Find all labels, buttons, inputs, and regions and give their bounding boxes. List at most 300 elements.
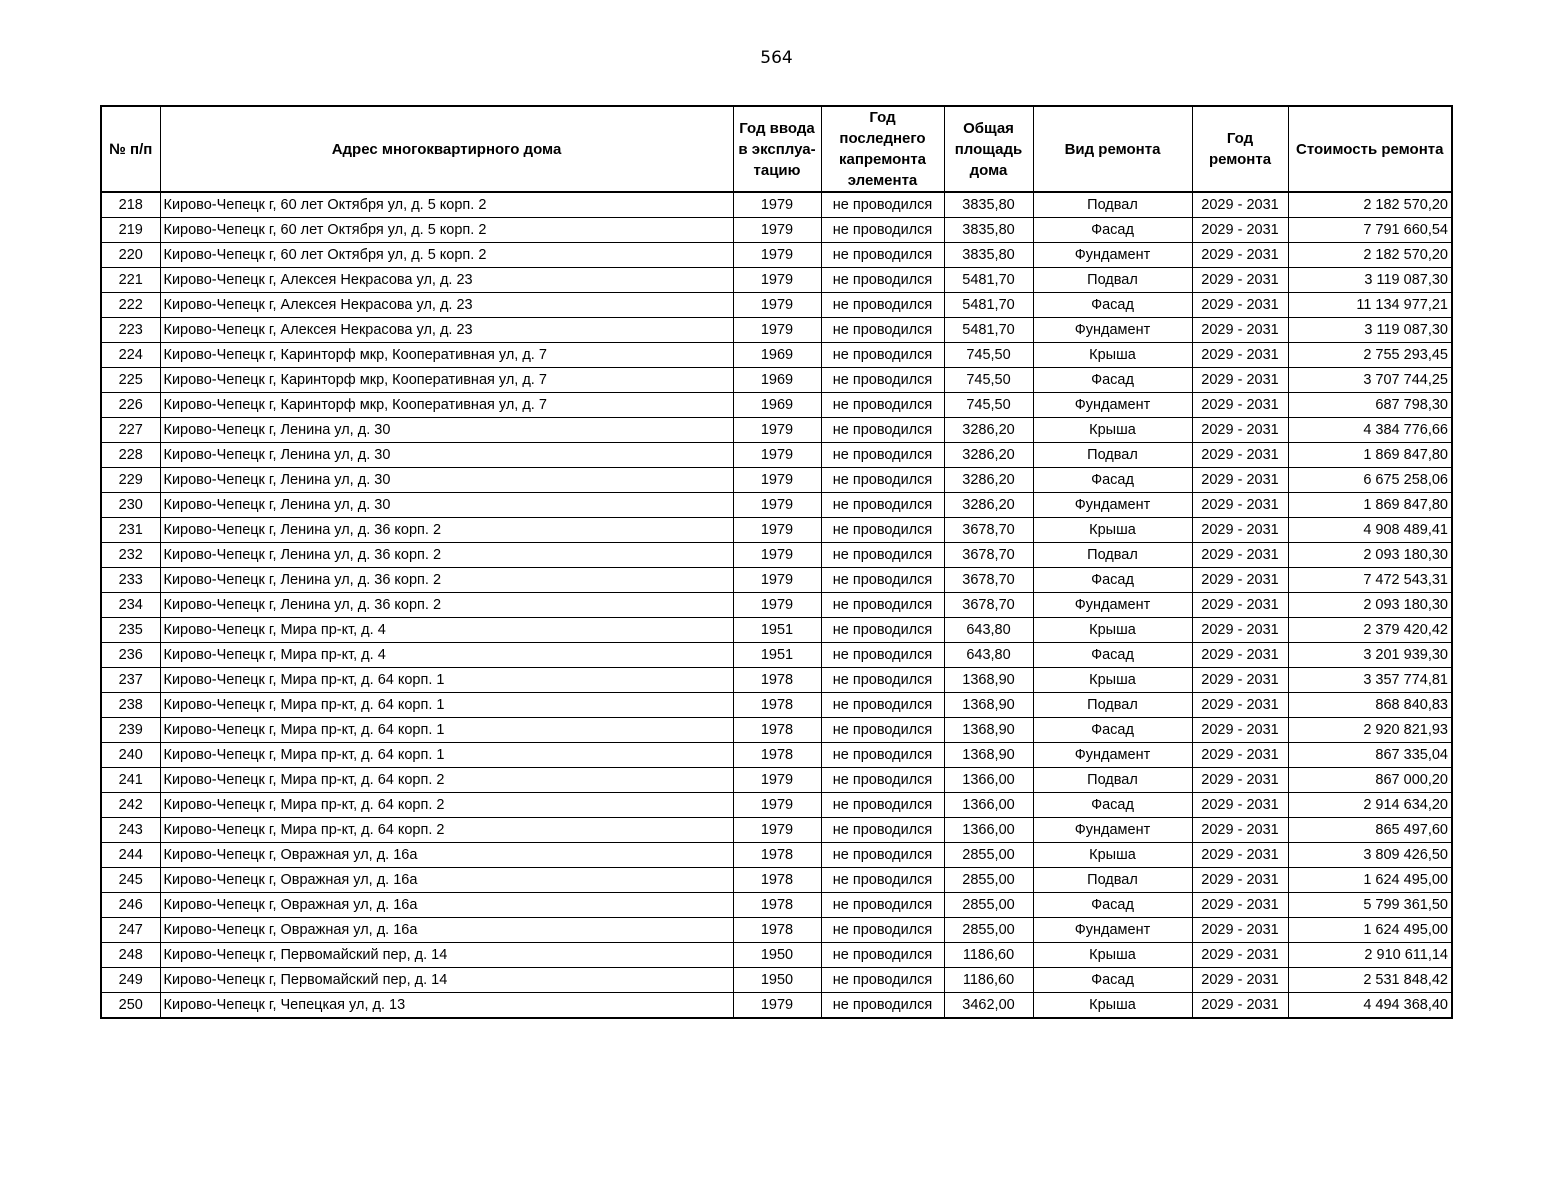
cell-repair-type: Фасад xyxy=(1033,968,1192,993)
cell-address: Кирово-Чепецк г, Ленина ул, д. 30 xyxy=(160,493,733,518)
cell-area: 2855,00 xyxy=(944,868,1033,893)
cell-year-built: 1978 xyxy=(733,893,821,918)
table-row xyxy=(101,318,1452,343)
page-number: 564 xyxy=(760,48,793,68)
cell-repair-type: Фундамент xyxy=(1033,243,1192,268)
cell-repair-period: 2029 - 2031 xyxy=(1192,943,1288,968)
cell-repair-period: 2029 - 2031 xyxy=(1192,993,1288,1019)
cell-address: Кирово-Чепецк г, Мира пр-кт, д. 64 корп. 2 xyxy=(160,768,733,793)
cell-address: Кирово-Чепецк г, Мира пр-кт, д. 4 xyxy=(160,643,733,668)
cell-area: 3678,70 xyxy=(944,593,1033,618)
cell-area: 3286,20 xyxy=(944,468,1033,493)
cell-year-built: 1969 xyxy=(733,393,821,418)
cell-repair-period: 2029 - 2031 xyxy=(1192,543,1288,568)
cell-last-repair: не проводился xyxy=(821,468,944,493)
cell-area: 3835,80 xyxy=(944,218,1033,243)
cell-area: 1368,90 xyxy=(944,743,1033,768)
cell-address: Кирово-Чепецк г, Ленина ул, д. 36 корп. 2 xyxy=(160,568,733,593)
cell-repair-type: Крыша xyxy=(1033,668,1192,693)
header-row xyxy=(101,106,1452,192)
cell-num: 218 xyxy=(101,192,160,218)
cell-repair-period: 2029 - 2031 xyxy=(1192,768,1288,793)
cell-cost: 2 910 611,14 xyxy=(1288,943,1452,968)
table-row xyxy=(101,418,1452,443)
cell-cost: 1 624 495,00 xyxy=(1288,918,1452,943)
cell-repair-type: Фасад xyxy=(1033,368,1192,393)
cell-address: Кирово-Чепецк г, Каринторф мкр, Кооперативная ул, д. 7 xyxy=(160,343,733,368)
table-row xyxy=(101,618,1452,643)
cell-last-repair: не проводился xyxy=(821,418,944,443)
cell-address: Кирово-Чепецк г, Алексея Некрасова ул, д. 23 xyxy=(160,268,733,293)
cell-num: 249 xyxy=(101,968,160,993)
cell-num: 248 xyxy=(101,943,160,968)
cell-year-built: 1969 xyxy=(733,343,821,368)
cell-repair-period: 2029 - 2031 xyxy=(1192,493,1288,518)
cell-cost: 2 182 570,20 xyxy=(1288,243,1452,268)
cell-year-built: 1979 xyxy=(733,593,821,618)
cell-year-built: 1979 xyxy=(733,568,821,593)
cell-cost: 3 119 087,30 xyxy=(1288,268,1452,293)
cell-area: 3835,80 xyxy=(944,243,1033,268)
cell-repair-type: Подвал xyxy=(1033,693,1192,718)
cell-last-repair: не проводился xyxy=(821,643,944,668)
cell-address: Кирово-Чепецк г, Мира пр-кт, д. 64 корп. 2 xyxy=(160,793,733,818)
cell-last-repair: не проводился xyxy=(821,192,944,218)
cell-area: 745,50 xyxy=(944,393,1033,418)
cell-cost: 1 869 847,80 xyxy=(1288,493,1452,518)
cell-address: Кирово-Чепецк г, 60 лет Октября ул, д. 5 корп. 2 xyxy=(160,192,733,218)
cell-address: Кирово-Чепецк г, Первомайский пер, д. 14 xyxy=(160,943,733,968)
cell-area: 1368,90 xyxy=(944,693,1033,718)
cell-repair-type: Фасад xyxy=(1033,793,1192,818)
cell-repair-period: 2029 - 2031 xyxy=(1192,218,1288,243)
table-row xyxy=(101,393,1452,418)
cell-repair-period: 2029 - 2031 xyxy=(1192,643,1288,668)
cell-cost: 2 093 180,30 xyxy=(1288,593,1452,618)
cell-last-repair: не проводился xyxy=(821,568,944,593)
cell-repair-period: 2029 - 2031 xyxy=(1192,393,1288,418)
cell-area: 2855,00 xyxy=(944,918,1033,943)
cell-area: 1186,60 xyxy=(944,968,1033,993)
cell-repair-period: 2029 - 2031 xyxy=(1192,192,1288,218)
cell-area: 3678,70 xyxy=(944,568,1033,593)
cell-cost: 3 809 426,50 xyxy=(1288,843,1452,868)
table-row xyxy=(101,568,1452,593)
cell-num: 220 xyxy=(101,243,160,268)
cell-area: 1366,00 xyxy=(944,793,1033,818)
cell-repair-type: Подвал xyxy=(1033,768,1192,793)
cell-area: 643,80 xyxy=(944,618,1033,643)
table-header xyxy=(101,106,1452,192)
cell-cost: 2 531 848,42 xyxy=(1288,968,1452,993)
cell-year-built: 1979 xyxy=(733,293,821,318)
cell-address: Кирово-Чепецк г, Мира пр-кт, д. 64 корп. 1 xyxy=(160,668,733,693)
cell-repair-period: 2029 - 2031 xyxy=(1192,693,1288,718)
cell-area: 3286,20 xyxy=(944,493,1033,518)
cell-num: 230 xyxy=(101,493,160,518)
cell-year-built: 1979 xyxy=(733,493,821,518)
cell-address: Кирово-Чепецк г, Ленина ул, д. 36 корп. 2 xyxy=(160,518,733,543)
cell-last-repair: не проводился xyxy=(821,443,944,468)
cell-repair-period: 2029 - 2031 xyxy=(1192,918,1288,943)
cell-year-built: 1978 xyxy=(733,918,821,943)
cell-num: 244 xyxy=(101,843,160,868)
cell-repair-type: Крыша xyxy=(1033,418,1192,443)
cell-area: 3678,70 xyxy=(944,543,1033,568)
table-row xyxy=(101,918,1452,943)
cell-repair-type: Подвал xyxy=(1033,443,1192,468)
cell-area: 5481,70 xyxy=(944,293,1033,318)
cell-cost: 3 707 744,25 xyxy=(1288,368,1452,393)
cell-area: 1368,90 xyxy=(944,718,1033,743)
cell-num: 227 xyxy=(101,418,160,443)
header-cost: Стоимость ремонта xyxy=(1288,106,1452,192)
cell-year-built: 1978 xyxy=(733,718,821,743)
cell-last-repair: не проводился xyxy=(821,493,944,518)
cell-repair-type: Крыша xyxy=(1033,993,1192,1019)
cell-last-repair: не проводился xyxy=(821,993,944,1019)
cell-repair-period: 2029 - 2031 xyxy=(1192,618,1288,643)
cell-repair-type: Фасад xyxy=(1033,718,1192,743)
cell-year-built: 1969 xyxy=(733,368,821,393)
table-body xyxy=(101,192,1452,1018)
cell-repair-period: 2029 - 2031 xyxy=(1192,468,1288,493)
table-row xyxy=(101,668,1452,693)
table-row xyxy=(101,968,1452,993)
table-row xyxy=(101,768,1452,793)
cell-cost: 865 497,60 xyxy=(1288,818,1452,843)
cell-num: 246 xyxy=(101,893,160,918)
header-repair-period: Год ремонта xyxy=(1192,106,1288,192)
cell-area: 5481,70 xyxy=(944,268,1033,293)
cell-year-built: 1979 xyxy=(733,268,821,293)
cell-last-repair: не проводился xyxy=(821,293,944,318)
cell-address: Кирово-Чепецк г, Овражная ул, д. 16а xyxy=(160,843,733,868)
cell-num: 247 xyxy=(101,918,160,943)
cell-last-repair: не проводился xyxy=(821,893,944,918)
cell-num: 225 xyxy=(101,368,160,393)
table-row xyxy=(101,593,1452,618)
cell-last-repair: не проводился xyxy=(821,243,944,268)
cell-area: 3462,00 xyxy=(944,993,1033,1019)
cell-num: 234 xyxy=(101,593,160,618)
cell-repair-period: 2029 - 2031 xyxy=(1192,843,1288,868)
cell-cost: 687 798,30 xyxy=(1288,393,1452,418)
cell-cost: 5 799 361,50 xyxy=(1288,893,1452,918)
table-row xyxy=(101,268,1452,293)
cell-repair-period: 2029 - 2031 xyxy=(1192,593,1288,618)
cell-year-built: 1978 xyxy=(733,743,821,768)
cell-address: Кирово-Чепецк г, Мира пр-кт, д. 64 корп. 2 xyxy=(160,818,733,843)
cell-address: Кирово-Чепецк г, Ленина ул, д. 30 xyxy=(160,468,733,493)
cell-repair-period: 2029 - 2031 xyxy=(1192,343,1288,368)
cell-address: Кирово-Чепецк г, Ленина ул, д. 36 корп. 2 xyxy=(160,543,733,568)
cell-address: Кирово-Чепецк г, 60 лет Октября ул, д. 5 корп. 2 xyxy=(160,218,733,243)
cell-cost: 2 914 634,20 xyxy=(1288,793,1452,818)
cell-num: 219 xyxy=(101,218,160,243)
cell-num: 222 xyxy=(101,293,160,318)
cell-area: 3835,80 xyxy=(944,192,1033,218)
cell-repair-type: Фундамент xyxy=(1033,493,1192,518)
cell-num: 226 xyxy=(101,393,160,418)
cell-last-repair: не проводился xyxy=(821,768,944,793)
cell-cost: 867 000,20 xyxy=(1288,768,1452,793)
cell-num: 237 xyxy=(101,668,160,693)
cell-cost: 7 472 543,31 xyxy=(1288,568,1452,593)
cell-repair-type: Фундамент xyxy=(1033,818,1192,843)
cell-last-repair: не проводился xyxy=(821,918,944,943)
cell-num: 241 xyxy=(101,768,160,793)
cell-last-repair: не проводился xyxy=(821,268,944,293)
cell-area: 745,50 xyxy=(944,343,1033,368)
cell-cost: 4 494 368,40 xyxy=(1288,993,1452,1019)
cell-year-built: 1979 xyxy=(733,818,821,843)
cell-repair-type: Подвал xyxy=(1033,543,1192,568)
cell-address: Кирово-Чепецк г, Мира пр-кт, д. 64 корп. 1 xyxy=(160,693,733,718)
cell-last-repair: не проводился xyxy=(821,543,944,568)
cell-cost: 7 791 660,54 xyxy=(1288,218,1452,243)
cell-cost: 3 119 087,30 xyxy=(1288,318,1452,343)
cell-year-built: 1979 xyxy=(733,543,821,568)
cell-last-repair: не проводился xyxy=(821,968,944,993)
cell-repair-type: Фундамент xyxy=(1033,743,1192,768)
header-last-repair: Год последнего капремонта элемента xyxy=(821,106,944,192)
cell-year-built: 1979 xyxy=(733,418,821,443)
cell-repair-type: Фасад xyxy=(1033,568,1192,593)
cell-repair-type: Подвал xyxy=(1033,868,1192,893)
cell-repair-period: 2029 - 2031 xyxy=(1192,293,1288,318)
cell-address: Кирово-Чепецк г, Мира пр-кт, д. 4 xyxy=(160,618,733,643)
cell-repair-type: Фасад xyxy=(1033,468,1192,493)
cell-address: Кирово-Чепецк г, Ленина ул, д. 36 корп. 2 xyxy=(160,593,733,618)
cell-repair-period: 2029 - 2031 xyxy=(1192,443,1288,468)
cell-repair-period: 2029 - 2031 xyxy=(1192,868,1288,893)
cell-last-repair: не проводился xyxy=(821,668,944,693)
cell-repair-period: 2029 - 2031 xyxy=(1192,243,1288,268)
cell-repair-period: 2029 - 2031 xyxy=(1192,968,1288,993)
table-row xyxy=(101,818,1452,843)
cell-num: 221 xyxy=(101,268,160,293)
cell-year-built: 1979 xyxy=(733,443,821,468)
cell-repair-type: Крыша xyxy=(1033,843,1192,868)
cell-year-built: 1979 xyxy=(733,218,821,243)
cell-year-built: 1979 xyxy=(733,243,821,268)
table-row xyxy=(101,368,1452,393)
cell-cost: 1 869 847,80 xyxy=(1288,443,1452,468)
cell-repair-type: Подвал xyxy=(1033,268,1192,293)
cell-cost: 1 624 495,00 xyxy=(1288,868,1452,893)
cell-area: 643,80 xyxy=(944,643,1033,668)
cell-year-built: 1978 xyxy=(733,868,821,893)
cell-cost: 868 840,83 xyxy=(1288,693,1452,718)
cell-area: 745,50 xyxy=(944,368,1033,393)
cell-year-built: 1979 xyxy=(733,768,821,793)
cell-repair-type: Фасад xyxy=(1033,293,1192,318)
cell-area: 3286,20 xyxy=(944,418,1033,443)
cell-address: Кирово-Чепецк г, Овражная ул, д. 16а xyxy=(160,918,733,943)
cell-address: Кирово-Чепецк г, Каринторф мкр, Кооперативная ул, д. 7 xyxy=(160,393,733,418)
cell-area: 3678,70 xyxy=(944,518,1033,543)
cell-cost: 2 755 293,45 xyxy=(1288,343,1452,368)
cell-num: 228 xyxy=(101,443,160,468)
cell-last-repair: не проводился xyxy=(821,793,944,818)
cell-repair-type: Крыша xyxy=(1033,518,1192,543)
cell-num: 238 xyxy=(101,693,160,718)
cell-year-built: 1979 xyxy=(733,192,821,218)
table-row xyxy=(101,893,1452,918)
table-row xyxy=(101,643,1452,668)
table-row xyxy=(101,493,1452,518)
cell-repair-period: 2029 - 2031 xyxy=(1192,818,1288,843)
header-repair-type: Вид ремонта xyxy=(1033,106,1192,192)
table-row xyxy=(101,293,1452,318)
cell-address: Кирово-Чепецк г, Мира пр-кт, д. 64 корп. 1 xyxy=(160,743,733,768)
cell-num: 233 xyxy=(101,568,160,593)
cell-num: 242 xyxy=(101,793,160,818)
cell-year-built: 1950 xyxy=(733,968,821,993)
cell-num: 235 xyxy=(101,618,160,643)
cell-repair-period: 2029 - 2031 xyxy=(1192,368,1288,393)
cell-num: 250 xyxy=(101,993,160,1019)
cell-address: Кирово-Чепецк г, Первомайский пер, д. 14 xyxy=(160,968,733,993)
cell-last-repair: не проводился xyxy=(821,843,944,868)
cell-year-built: 1950 xyxy=(733,943,821,968)
table-row xyxy=(101,793,1452,818)
table-row xyxy=(101,543,1452,568)
table-row xyxy=(101,868,1452,893)
table-row xyxy=(101,993,1452,1019)
cell-year-built: 1979 xyxy=(733,993,821,1019)
cell-address: Кирово-Чепецк г, Ленина ул, д. 30 xyxy=(160,418,733,443)
cell-repair-type: Подвал xyxy=(1033,192,1192,218)
cell-repair-type: Фасад xyxy=(1033,893,1192,918)
cell-num: 239 xyxy=(101,718,160,743)
cell-area: 2855,00 xyxy=(944,893,1033,918)
table-row xyxy=(101,843,1452,868)
table-row xyxy=(101,718,1452,743)
header-year-built: Год ввода в эксплуа-тацию xyxy=(733,106,821,192)
cell-area: 1366,00 xyxy=(944,818,1033,843)
cell-repair-type: Фундамент xyxy=(1033,918,1192,943)
cell-address: Кирово-Чепецк г, Мира пр-кт, д. 64 корп. 1 xyxy=(160,718,733,743)
cell-repair-period: 2029 - 2031 xyxy=(1192,718,1288,743)
cell-repair-type: Крыша xyxy=(1033,943,1192,968)
cell-last-repair: не проводился xyxy=(821,593,944,618)
cell-year-built: 1978 xyxy=(733,668,821,693)
cell-last-repair: не проводился xyxy=(821,343,944,368)
table-row xyxy=(101,743,1452,768)
cell-area: 2855,00 xyxy=(944,843,1033,868)
header-address: Адрес многоквартирного дома xyxy=(160,106,733,192)
cell-last-repair: не проводился xyxy=(821,218,944,243)
header-num: № п/п xyxy=(101,106,160,192)
cell-cost: 4 384 776,66 xyxy=(1288,418,1452,443)
cell-last-repair: не проводился xyxy=(821,318,944,343)
cell-year-built: 1979 xyxy=(733,318,821,343)
table-row xyxy=(101,218,1452,243)
cell-num: 232 xyxy=(101,543,160,568)
cell-num: 236 xyxy=(101,643,160,668)
cell-repair-period: 2029 - 2031 xyxy=(1192,568,1288,593)
cell-last-repair: не проводился xyxy=(821,943,944,968)
cell-cost: 2 379 420,42 xyxy=(1288,618,1452,643)
cell-year-built: 1979 xyxy=(733,468,821,493)
cell-cost: 3 201 939,30 xyxy=(1288,643,1452,668)
repair-schedule-table xyxy=(100,105,1453,1019)
cell-num: 240 xyxy=(101,743,160,768)
cell-cost: 6 675 258,06 xyxy=(1288,468,1452,493)
table-row xyxy=(101,468,1452,493)
cell-repair-period: 2029 - 2031 xyxy=(1192,893,1288,918)
cell-repair-period: 2029 - 2031 xyxy=(1192,518,1288,543)
cell-cost: 867 335,04 xyxy=(1288,743,1452,768)
table-row xyxy=(101,192,1452,218)
cell-year-built: 1979 xyxy=(733,793,821,818)
cell-cost: 4 908 489,41 xyxy=(1288,518,1452,543)
cell-num: 224 xyxy=(101,343,160,368)
cell-num: 223 xyxy=(101,318,160,343)
cell-repair-period: 2029 - 2031 xyxy=(1192,268,1288,293)
table-row xyxy=(101,693,1452,718)
cell-last-repair: не проводился xyxy=(821,718,944,743)
header-area: Общая площадь дома xyxy=(944,106,1033,192)
cell-area: 1366,00 xyxy=(944,768,1033,793)
cell-repair-type: Крыша xyxy=(1033,343,1192,368)
cell-repair-period: 2029 - 2031 xyxy=(1192,793,1288,818)
table-row xyxy=(101,943,1452,968)
cell-year-built: 1978 xyxy=(733,843,821,868)
cell-cost: 2 093 180,30 xyxy=(1288,543,1452,568)
cell-year-built: 1978 xyxy=(733,693,821,718)
cell-repair-type: Фундамент xyxy=(1033,393,1192,418)
table-row xyxy=(101,518,1452,543)
cell-cost: 2 182 570,20 xyxy=(1288,192,1452,218)
cell-repair-type: Фасад xyxy=(1033,218,1192,243)
cell-last-repair: не проводился xyxy=(821,693,944,718)
cell-area: 1368,90 xyxy=(944,668,1033,693)
cell-repair-period: 2029 - 2031 xyxy=(1192,743,1288,768)
cell-address: Кирово-Чепецк г, Чепецкая ул, д. 13 xyxy=(160,993,733,1019)
cell-repair-type: Крыша xyxy=(1033,618,1192,643)
cell-last-repair: не проводился xyxy=(821,818,944,843)
cell-address: Кирово-Чепецк г, Овражная ул, д. 16а xyxy=(160,893,733,918)
cell-repair-period: 2029 - 2031 xyxy=(1192,668,1288,693)
cell-num: 231 xyxy=(101,518,160,543)
cell-area: 3286,20 xyxy=(944,443,1033,468)
cell-cost: 11 134 977,21 xyxy=(1288,293,1452,318)
cell-last-repair: не проводился xyxy=(821,743,944,768)
cell-area: 1186,60 xyxy=(944,943,1033,968)
cell-area: 5481,70 xyxy=(944,318,1033,343)
cell-last-repair: не проводился xyxy=(821,618,944,643)
cell-last-repair: не проводился xyxy=(821,368,944,393)
cell-repair-period: 2029 - 2031 xyxy=(1192,418,1288,443)
cell-repair-type: Фундамент xyxy=(1033,318,1192,343)
cell-repair-period: 2029 - 2031 xyxy=(1192,318,1288,343)
table-row xyxy=(101,343,1452,368)
cell-repair-type: Фасад xyxy=(1033,643,1192,668)
cell-year-built: 1951 xyxy=(733,643,821,668)
cell-address: Кирово-Чепецк г, Каринторф мкр, Кооперативная ул, д. 7 xyxy=(160,368,733,393)
cell-address: Кирово-Чепецк г, Овражная ул, д. 16а xyxy=(160,868,733,893)
cell-year-built: 1951 xyxy=(733,618,821,643)
cell-address: Кирово-Чепецк г, 60 лет Октября ул, д. 5 корп. 2 xyxy=(160,243,733,268)
table-row xyxy=(101,243,1452,268)
cell-last-repair: не проводился xyxy=(821,518,944,543)
cell-address: Кирово-Чепецк г, Алексея Некрасова ул, д. 23 xyxy=(160,318,733,343)
cell-year-built: 1979 xyxy=(733,518,821,543)
cell-cost: 2 920 821,93 xyxy=(1288,718,1452,743)
